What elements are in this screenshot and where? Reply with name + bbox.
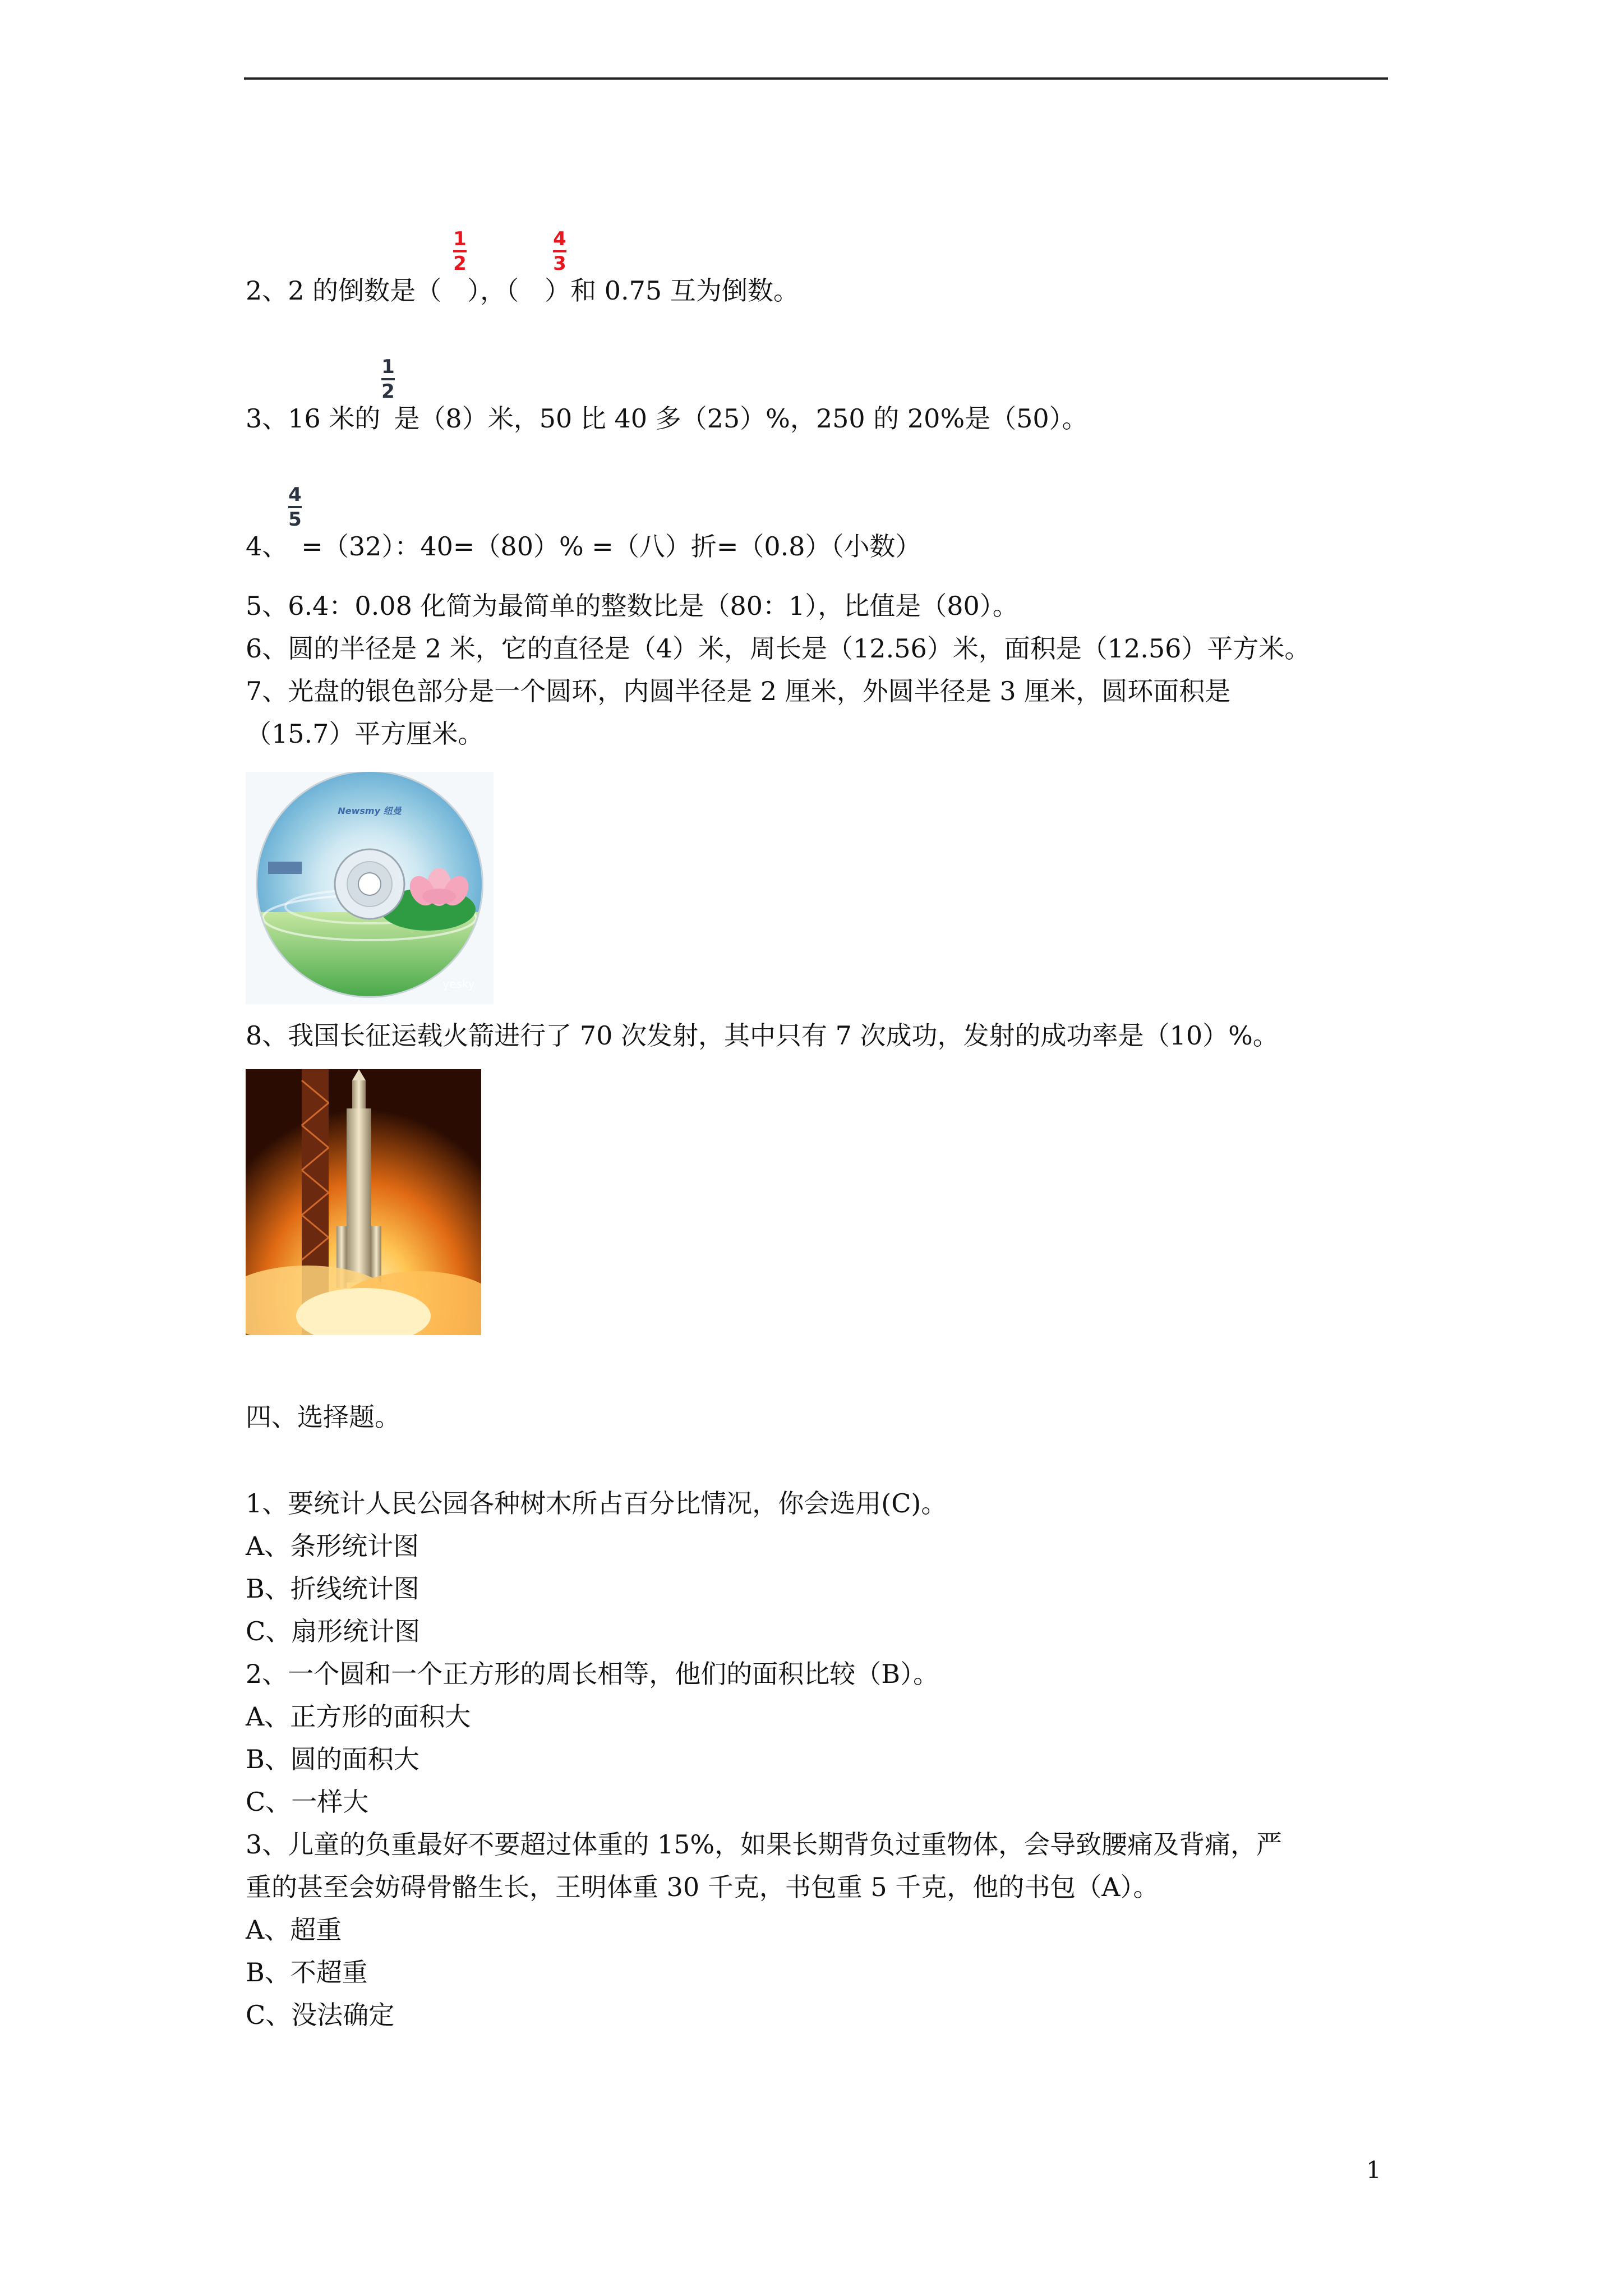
cd-watermark: yesky [442,977,475,991]
fraction-four-fifths [288,485,302,530]
question-7-line-1: 7、光盘的银色部分是一个圆环，内圆半径是 2 厘米，外圆半径是 3 厘米，圆环面积是 [246,676,1231,706]
question-8: 8、我国长征运载火箭进行了 70 次发射，其中只有 7 次成功，发射的成功率是（10）%。 [246,1020,1279,1051]
fraction-numerator: 1 [381,356,395,378]
mc2-option-b: B、圆的面积大 [246,1744,419,1774]
fraction-one-half [381,357,395,402]
question-4: 4、 =（32）：40=（80）% =（八）折=（0.8）（小数） [246,531,921,562]
question-3: 3、16 米的 是（8）米，50 比 40 多（25）%，250 的 20%是（50）。 [246,403,1088,434]
cd-disc-image [246,772,494,1004]
question-7-line-2: （15.7）平方厘米。 [246,719,484,749]
mc3-option-c: C、没法确定 [246,2000,395,2030]
question-5: 5、6.4：0.08 化简为最简单的整数比是（80：1），比值是（80）。 [246,591,1018,621]
question-2: 2、2 的倒数是（ ），（ ）和 0.75 互为倒数。 [246,275,799,306]
rocket-launch-image [246,1069,481,1335]
mc3-question-line-2: 重的甚至会妨碍骨骼生长，王明体重 30 千克，书包重 5 千克，他的书包（A）。 [246,1872,1159,1902]
fraction-numerator: 1 [453,228,467,250]
fraction-numerator: 4 [288,484,302,506]
mc1-option-a: A、条形统计图 [246,1531,419,1561]
mc3-question-line-1: 3、儿童的负重最好不要超过体重的 15%，如果长期背负过重物体，会导致腰痛及背痛，严 [246,1829,1283,1860]
fraction-denominator: 5 [288,508,302,531]
mc2-question: 2、一个圆和一个正方形的周长相等，他们的面积比较（B）。 [246,1659,939,1689]
fraction-answer-1 [453,229,467,274]
mc3-option-a: A、超重 [246,1915,342,1945]
mc1-question: 1、要统计人民公园各种树木所占百分比情况，你会选用(C)。 [246,1488,947,1519]
fraction-numerator: 4 [553,228,566,250]
mc3-option-b: B、不超重 [246,1957,368,1987]
question-6: 6、圆的半径是 2 米，它的直径是（4）米，周长是（12.56）米，面积是（12.56）平方米。 [246,633,1311,664]
mc2-option-c: C、一样大 [246,1787,369,1817]
header-rule [244,77,1388,80]
mc1-option-b: B、折线统计图 [246,1573,419,1604]
mc2-option-a: A、正方形的面积大 [246,1701,471,1732]
page-number: 1 [1366,2156,1381,2184]
fraction-denominator: 3 [553,252,566,275]
cd-brand-label: Newsmy 纽曼 [338,806,402,816]
fraction-answer-2 [553,229,566,274]
mc1-option-c: C、扇形统计图 [246,1616,421,1646]
fraction-denominator: 2 [453,252,467,275]
section-4-heading: 四、选择题。 [246,1402,400,1432]
fraction-denominator: 2 [381,380,395,403]
